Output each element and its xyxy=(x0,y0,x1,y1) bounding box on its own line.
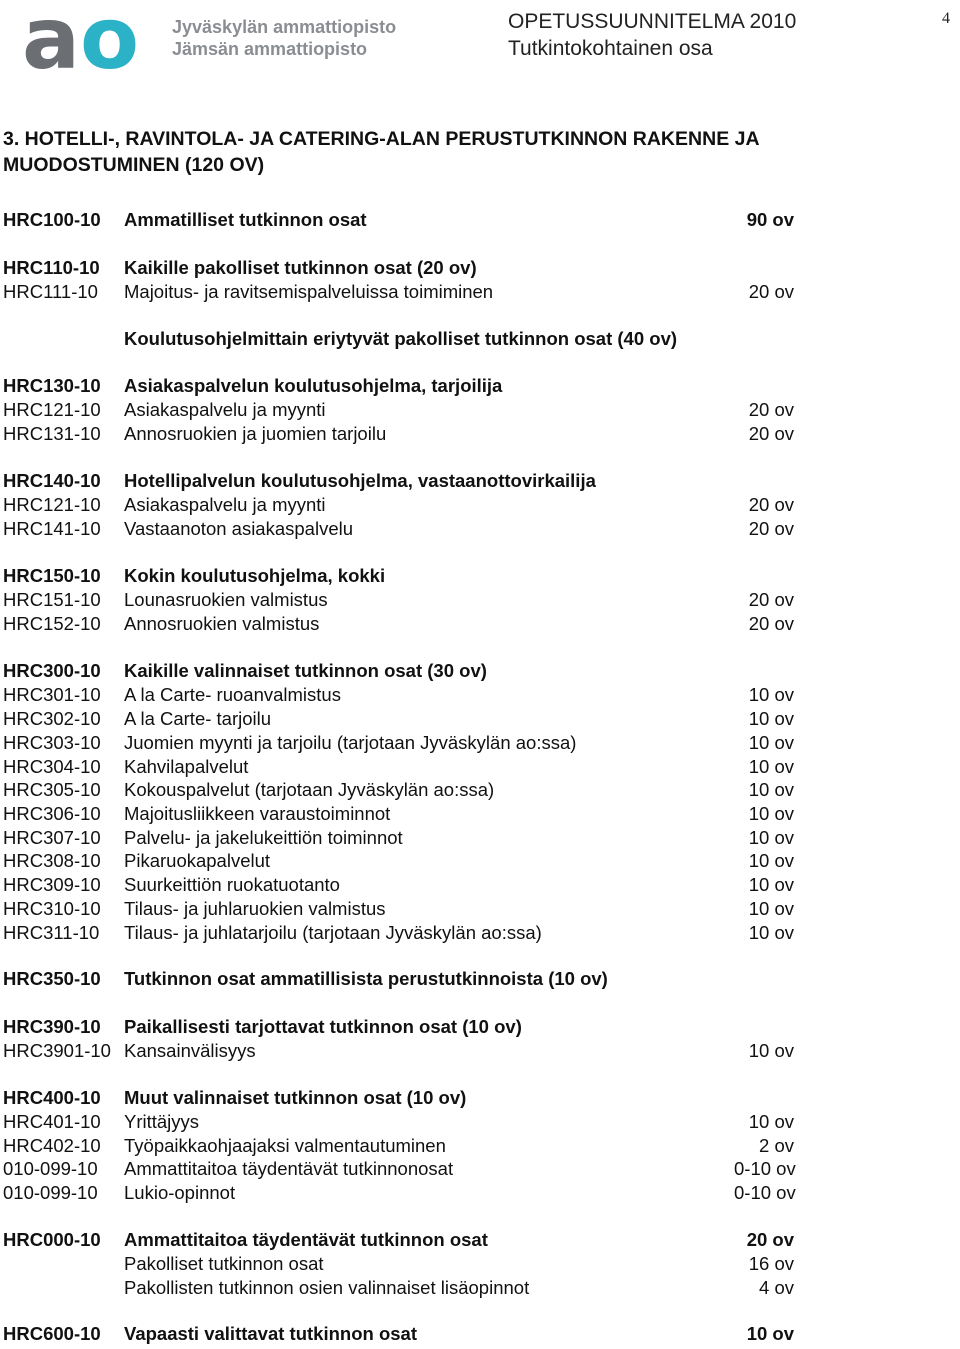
course-name: Annosruokien valmistus xyxy=(124,613,320,634)
course-code: HRC402-10 xyxy=(3,1135,101,1156)
course-code: HRC110-10 xyxy=(3,257,100,278)
course-code: HRC151-10 xyxy=(3,589,101,610)
course-name: Lukio-opinnot xyxy=(124,1182,236,1203)
table-row xyxy=(0,778,960,802)
table-row xyxy=(0,659,960,683)
credit-value: 20 ov xyxy=(748,423,794,444)
course-name: Tilaus- ja juhlatarjoilu (tarjotaan Jyväskylän ao:ssa) xyxy=(124,922,542,943)
course-code: HRC302-10 xyxy=(3,708,101,729)
credit-value: 10 ov xyxy=(748,1111,794,1132)
course-name: Kokouspalvelut (tarjotaan Jyväskylän ao:ssa) xyxy=(124,779,495,800)
course-code: HRC400-10 xyxy=(3,1087,101,1108)
table-row xyxy=(0,493,960,517)
course-code: HRC390-10 xyxy=(3,1016,101,1037)
table-row xyxy=(0,1252,960,1276)
course-name: Kokin koulutusohjelma, kokki xyxy=(124,565,386,586)
table-row xyxy=(0,517,960,541)
course-name: A la Carte- tarjoilu xyxy=(124,708,272,729)
course-code: HRC303-10 xyxy=(3,732,101,753)
course-code: HRC309-10 xyxy=(3,874,101,895)
credit-value: 10 ov xyxy=(748,708,794,729)
course-code: HRC401-10 xyxy=(3,1111,101,1132)
course-code: HRC308-10 xyxy=(3,850,101,871)
course-code: HRC141-10 xyxy=(3,518,101,539)
course-code: HRC306-10 xyxy=(3,803,101,824)
course-code: HRC000-10 xyxy=(3,1229,101,1250)
course-name: Asiakaspalvelu ja myynti xyxy=(124,494,326,515)
table-row xyxy=(0,1134,960,1158)
course-code: HRC301-10 xyxy=(3,684,101,705)
credit-value: 10 ov xyxy=(748,898,794,919)
course-code: HRC150-10 xyxy=(3,565,101,586)
course-code: HRC140-10 xyxy=(3,470,101,491)
course-code: HRC100-10 xyxy=(3,209,101,230)
credit-value: 20 ov xyxy=(748,518,794,539)
course-name: Vastaanoton asiakaspalvelu xyxy=(124,518,354,539)
course-code: 010-099-10 xyxy=(3,1158,98,1179)
table-row xyxy=(0,731,960,755)
course-name: Palvelu- ja jakelukeittiön toiminnot xyxy=(124,827,403,848)
table-row xyxy=(0,398,960,422)
org-line-1: Jyväskylän ammattiopisto xyxy=(172,17,397,37)
course-code: HRC304-10 xyxy=(3,756,101,777)
credit-value: 20 ov xyxy=(748,399,794,420)
credit-value: 20 ov xyxy=(748,281,794,302)
course-name: Majoitus- ja ravitsemispalveluissa toimiminen xyxy=(124,281,494,302)
table-row xyxy=(0,612,960,636)
course-code: HRC305-10 xyxy=(3,779,101,800)
table-row xyxy=(0,1276,960,1300)
table-row xyxy=(0,1181,960,1205)
course-name: Pikaruokapalvelut xyxy=(124,850,271,871)
course-name: A la Carte- ruoanvalmistus xyxy=(124,684,341,705)
document-title-line-1: OPETUSSUUNNITELMA 2010 xyxy=(508,10,797,33)
table-row xyxy=(0,1086,960,1110)
course-name: Ammattitaitoa täydentävät tutkinnon osat xyxy=(124,1229,488,1250)
table-row xyxy=(0,1228,960,1252)
course-name: Hotellipalvelun koulutusohjelma, vastaanottovirkailija xyxy=(124,470,596,491)
course-name: Kaikille valinnaiset tutkinnon osat (30 ov) xyxy=(124,660,487,681)
table-row xyxy=(0,1039,960,1063)
course-name: Yrittäjyys xyxy=(124,1111,200,1132)
course-name: Tutkinnon osat ammatillisista perustutkinnoista (10 ov) xyxy=(124,968,608,989)
credit-value: 10 ov xyxy=(748,756,794,777)
course-code: HRC131-10 xyxy=(3,423,101,444)
table-row xyxy=(0,327,960,351)
course-name: Vapaasti valittavat tutkinnon osat xyxy=(124,1323,417,1344)
table-row xyxy=(0,280,960,304)
course-name: Kaikille pakolliset tutkinnon osat (20 ov) xyxy=(124,257,477,278)
page-number: 4 xyxy=(942,10,950,27)
course-code: HRC350-10 xyxy=(3,968,101,989)
course-code: HRC300-10 xyxy=(3,660,101,681)
table-row xyxy=(0,564,960,588)
credit-value: 10 ov xyxy=(748,922,794,943)
course-code: HRC311-10 xyxy=(3,922,100,943)
table-row xyxy=(0,588,960,612)
table-row xyxy=(0,967,960,991)
course-code: HRC152-10 xyxy=(3,613,101,634)
table-row xyxy=(0,849,960,873)
org-line-2: Jämsän ammattiopisto xyxy=(172,39,368,59)
course-name: Koulutusohjelmittain eriytyvät pakolliset tutkinnon osat (40 ov) xyxy=(124,328,678,349)
section-heading: 3. HOTELLI-, RAVINTOLA- JA CATERING-ALAN PERUSTUTKINNON RAKENNE JA MUODOSTUMINEN (120 OV) xyxy=(3,128,759,176)
table-row xyxy=(0,826,960,850)
course-name: Työpaikkaohjaajaksi valmentautuminen xyxy=(124,1135,446,1156)
credit-value: 20 ov xyxy=(748,613,794,634)
credit-value: 90 ov xyxy=(746,209,794,230)
table-row xyxy=(0,1110,960,1134)
credit-value: 10 ov xyxy=(748,732,794,753)
course-name: Kahvilapalvelut xyxy=(124,756,249,777)
credit-value: 10 ov xyxy=(748,827,794,848)
credit-value: 20 ov xyxy=(748,494,794,515)
table-row xyxy=(0,422,960,446)
logo-letter-a: a xyxy=(22,2,81,74)
document-title-line-2: Tutkintokohtainen osa xyxy=(508,37,713,60)
course-name: Paikallisesti tarjottavat tutkinnon osat (10 ov) xyxy=(124,1016,522,1037)
course-name: Asiakaspalvelu ja myynti xyxy=(124,399,326,420)
table-row xyxy=(0,873,960,897)
course-name: Lounasruokien valmistus xyxy=(124,589,328,610)
course-name: Muut valinnaiset tutkinnon osat (10 ov) xyxy=(124,1087,467,1108)
credit-value: 0-10 ov xyxy=(734,1158,796,1179)
course-code: HRC130-10 xyxy=(3,375,101,396)
credit-value: 10 ov xyxy=(746,1323,794,1344)
course-name: Juomien myynti ja tarjoilu (tarjotaan Jyväskylän ao:ssa) xyxy=(124,732,577,753)
course-code: HRC310-10 xyxy=(3,898,101,919)
course-name: Pakollisten tutkinnon osien valinnaiset lisäopinnot xyxy=(124,1277,530,1298)
course-name: Kansainvälisyys xyxy=(124,1040,256,1061)
credit-value: 10 ov xyxy=(748,850,794,871)
credit-value: 10 ov xyxy=(748,1040,794,1061)
credit-value: 2 ov xyxy=(759,1135,794,1156)
table-row xyxy=(0,1322,960,1346)
credit-value: 10 ov xyxy=(748,684,794,705)
course-name: Ammattitaitoa täydentävät tutkinnonosat xyxy=(124,1158,454,1179)
table-row xyxy=(0,256,960,280)
course-name: Tilaus- ja juhlaruokien valmistus xyxy=(124,898,386,919)
credit-value: 10 ov xyxy=(748,779,794,800)
course-code: HRC307-10 xyxy=(3,827,101,848)
course-name: Pakolliset tutkinnon osat xyxy=(124,1253,324,1274)
course-name: Majoitusliikkeen varaustoiminnot xyxy=(124,803,391,824)
table-row xyxy=(0,897,960,921)
course-name: Annosruokien ja juomien tarjoilu xyxy=(124,423,387,444)
course-code: HRC121-10 xyxy=(3,399,101,420)
course-name: Suurkeittiön ruokatuotanto xyxy=(124,874,340,895)
credit-value: 20 ov xyxy=(746,1229,794,1250)
course-code: HRC3901-10 xyxy=(3,1040,111,1061)
table-row xyxy=(0,208,960,232)
credit-value: 10 ov xyxy=(748,803,794,824)
table-row xyxy=(0,374,960,398)
credit-value: 4 ov xyxy=(759,1277,794,1298)
credit-value: 10 ov xyxy=(748,874,794,895)
course-code: HRC121-10 xyxy=(3,494,101,515)
table-row xyxy=(0,921,960,945)
table-row xyxy=(0,755,960,779)
course-code: HRC111-10 xyxy=(3,281,98,302)
table-row xyxy=(0,1015,960,1039)
credit-value: 16 ov xyxy=(748,1253,794,1274)
table-row xyxy=(0,802,960,826)
table-row xyxy=(0,1157,960,1181)
course-name: Asiakaspalvelun koulutusohjelma, tarjoilija xyxy=(124,375,503,396)
table-row xyxy=(0,469,960,493)
table-row xyxy=(0,707,960,731)
logo-letter-o: o xyxy=(80,2,140,74)
course-code: HRC600-10 xyxy=(3,1323,101,1344)
credit-value: 0-10 ov xyxy=(734,1182,796,1203)
course-code: 010-099-10 xyxy=(3,1182,98,1203)
table-row xyxy=(0,683,960,707)
course-name: Ammatilliset tutkinnon osat xyxy=(124,209,367,230)
credit-value: 20 ov xyxy=(748,589,794,610)
